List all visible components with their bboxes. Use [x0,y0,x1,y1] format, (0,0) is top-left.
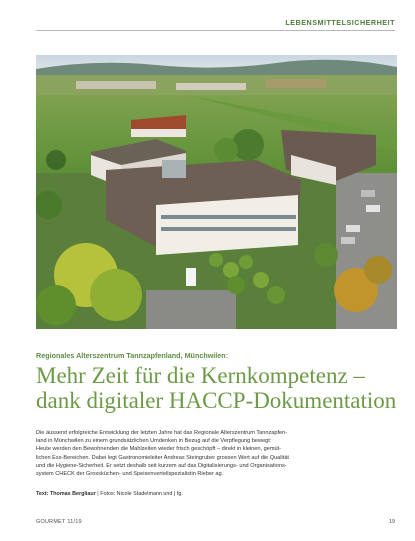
lead-line: und die Hygiene-Sicherheit. Er setzt deshalb seit kurzem auf das Digitalisierungs- und Organisations- [36,462,287,469]
lead-line: Die äusserst erfolgreiche Entwicklung der letzten Jahre hat das Regionale Alterszentrum Tannzapfen- [36,430,288,436]
aerial-photo-illustration [36,55,397,329]
article-lead [36,429,394,478]
credit-author: Text: Thomas Bergliaur [36,491,96,497]
article-headline [36,363,401,413]
credit-photos: | Fotos: Nicole Stadelmann und | fg. [95,491,183,497]
lead-line: land in Münchwilen zu einem grundsätzlichen Umdenken in Bezug auf die Verpflegung bewegt: [36,438,272,445]
lead-line: Heute werden den Bewohnenden die Mahlzeiten wieder frisch geschöpft – direkt in kleinen, gemüt- [36,446,282,453]
article-credit [36,491,183,497]
header-rule [36,30,395,31]
lead-line: system CHECK der Grossküchen- und Speisenverteilspezialistin Rieber ag. [36,471,224,478]
headline-line-1: Mehr Zeit für die Kernkompetenz – [36,363,365,388]
article-kicker: Regionales Alterszentrum Tannzapfenland, Münchwilen: [36,351,229,360]
aerial-photo [36,55,397,329]
page-number: 19 [389,519,395,525]
section-tag: LEBENSMITTELSICHERHEIT [285,18,395,27]
headline-line-2: dank digitaler HACCP-Dokumentation [36,388,397,413]
lead-line: lichen Ess-Bereichen. Dabei legt Gastronomieleiter Andreas Steingruber grossen Wert auf die Qualität [36,454,289,461]
footer-issue: GOURMET 11/19 [36,519,82,525]
